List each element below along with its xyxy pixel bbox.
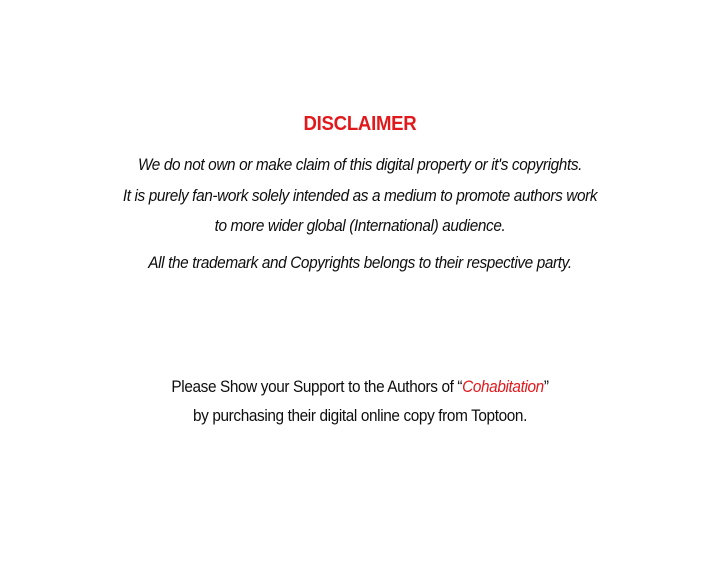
- support-text-suffix: ”: [543, 378, 549, 396]
- disclaimer-line-3: to more wider global (International) audience.: [214, 217, 506, 235]
- support-line: [25, 378, 695, 397]
- disclaimer-line-2: It is purely fan-work solely intended as a medium to promote authors work: [122, 187, 598, 205]
- series-title: Cohabitation: [462, 378, 544, 396]
- support-text-prefix: Please Show your Support to the Authors of “: [171, 378, 463, 396]
- trademark-line: All the trademark and Copyrights belongs to their respective party.: [148, 254, 572, 272]
- purchase-line: by purchasing their digital online copy from Toptoon.: [192, 407, 527, 425]
- disclaimer-line-1: We do not own or make claim of this digital property or it's copyrights.: [137, 156, 583, 174]
- disclaimer-title: DISCLAIMER: [303, 113, 417, 135]
